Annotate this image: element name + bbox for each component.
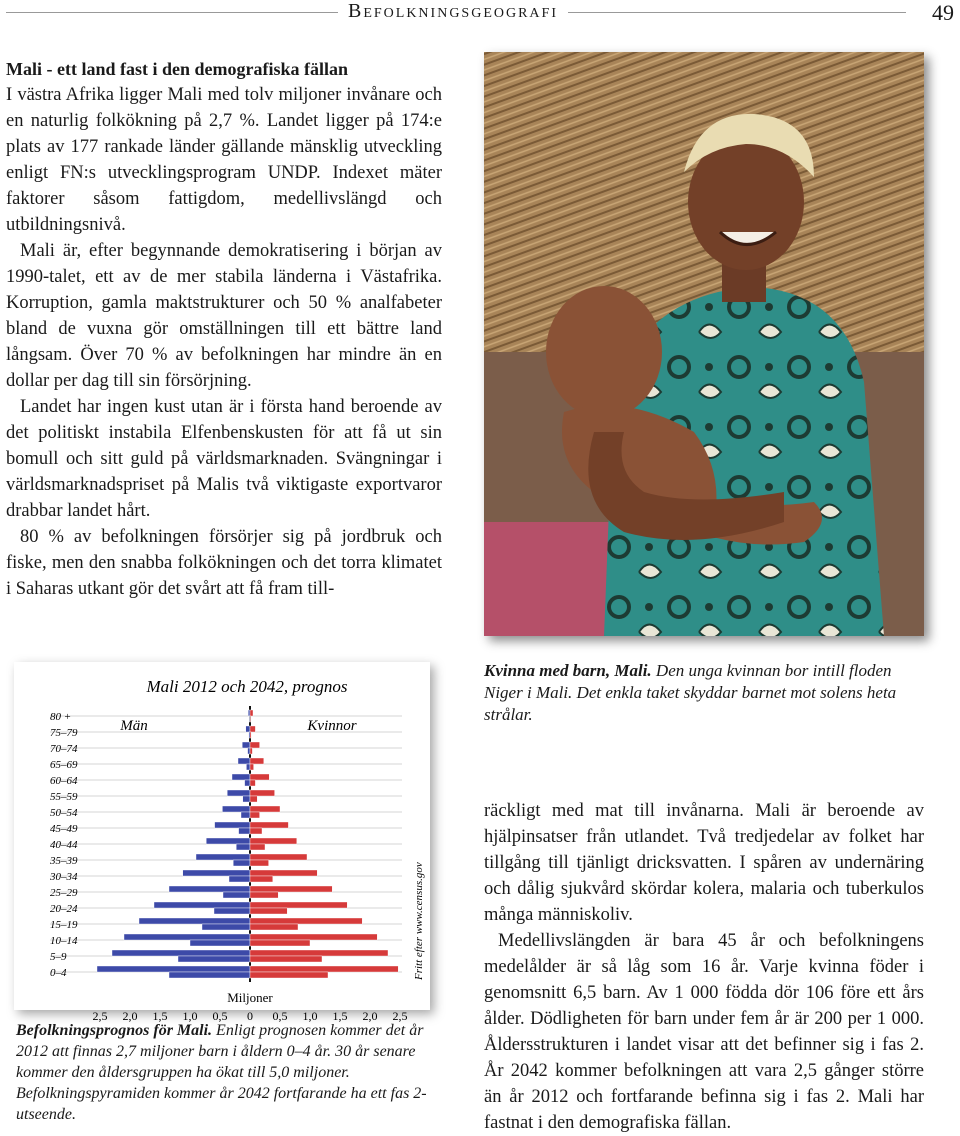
male-bar-2012 [178, 956, 250, 962]
chart-caption-bold: Befolkningsprognos för Mali. [16, 1022, 213, 1039]
female-bar-2012 [250, 908, 287, 914]
x-tick-label: 1,0 [302, 1009, 318, 1023]
female-bar-2012 [250, 892, 278, 898]
male-bar-2042 [206, 838, 250, 844]
x-tick-label: 1,5 [152, 1009, 168, 1023]
age-group-label: 10–14 [50, 935, 78, 947]
female-bar-2042 [250, 886, 332, 892]
age-group-label: 35–39 [50, 855, 78, 867]
female-bar-2042 [250, 934, 377, 940]
female-bar-2042 [250, 822, 288, 828]
female-bar-2042 [250, 758, 264, 764]
male-bar-2012 [241, 812, 250, 818]
male-bar-2042 [196, 854, 250, 860]
chart-caption [16, 1020, 432, 1125]
female-bar-2042 [250, 902, 347, 908]
male-bar-2042 [124, 934, 250, 940]
male-bar-2042 [169, 886, 250, 892]
female-bar-2012 [250, 716, 251, 722]
age-group-label: 70–74 [50, 743, 78, 755]
male-bar-2012 [243, 796, 250, 802]
paragraph: Mali är, efter begynnande demokratisering i början av 1990-talet, ett av de mer stabila länderna i Västafrika. Korruption, gamla maktstrukturer och 50 % analfabeter bland de vuxna gör omställningen till ett bättre land långsam. Över 70 % av befolkningen har mindre än en dollar per dag till sin försörjning. [6, 241, 442, 391]
male-bar-2042 [215, 822, 250, 828]
female-bar-2042 [250, 870, 317, 876]
male-bar-2042 [183, 870, 250, 876]
source-note: Fritt efter www.census.gov [413, 862, 425, 980]
pyramid-svg [14, 662, 430, 1023]
x-tick-label: 2,0 [122, 1009, 138, 1023]
female-bar-2042 [250, 806, 280, 812]
paragraph: I västra Afrika ligger Mali med tolv miljoner invånare och en naturlig folkökning på 2,7 %. Landet ligger på 174:e plats av 177 rankade länder gällande mänsklig utveckling enligt FN:s utvecklingsprogram UNDP. Indexet mäter faktorer såsom fattigdom, medellivslängd och utbildningsnivå. [6, 85, 442, 235]
age-group-label: 25–29 [50, 887, 78, 899]
age-group-label: 40–44 [50, 839, 78, 851]
age-group-label: 60–64 [50, 775, 78, 787]
x-tick-label: 1,0 [182, 1009, 198, 1023]
female-bar-2042 [250, 710, 253, 716]
female-bar-2012 [250, 828, 262, 834]
female-label: Kvinnor [307, 718, 357, 734]
age-group-label: 45–49 [50, 823, 78, 835]
chart-title: Mali 2012 och 2042, prognos [146, 677, 348, 696]
male-bar-2042 [238, 758, 250, 764]
female-bar-2042 [250, 726, 255, 732]
paragraph: Medellivslängden är bara 45 år och befolkningens medelålder är så låg som 16 år. Varje kvinna föder i genomsnitt 6,5 barn. Av 1 000 födda dör 106 före ett års ålder. Dödligheten för barn under fem år är 200 per 1 000. Åldersstrukturen i landet visar att det befinner sig i fas 2. År 2042 kommer befolkningen att vara 2,5 gånger större än år 2012 och fortfarande befinna sig i fas 2. Mali har fastnat i den demografiska fällan. [484, 931, 924, 1133]
photo-caption-bold: Kvinna med barn, Mali. [484, 661, 652, 680]
age-group-label: 20–24 [50, 903, 78, 915]
age-group-label: 75–79 [50, 727, 78, 739]
female-bar-2042 [250, 774, 269, 780]
male-bar-2042 [112, 950, 250, 956]
female-bar-2042 [250, 838, 297, 844]
age-group-label: 30–34 [50, 871, 78, 883]
male-bar-2042 [227, 790, 250, 796]
running-title: Befolkningsgeografi [0, 0, 906, 23]
male-bar-2042 [246, 726, 250, 732]
x-tick-label: 2,5 [392, 1009, 408, 1023]
male-bar-2012 [223, 892, 250, 898]
male-bar-2012 [169, 972, 250, 978]
x-tick-label: 0,5 [272, 1009, 288, 1023]
male-bar-2012 [248, 748, 250, 754]
age-group-label: 5–9 [50, 951, 67, 963]
male-bar-2012 [190, 940, 250, 946]
male-bar-2042 [232, 774, 250, 780]
female-bar-2012 [250, 748, 252, 754]
age-group-label: 15–19 [50, 919, 78, 931]
population-pyramid-chart [14, 662, 430, 1023]
female-bar-2042 [250, 950, 388, 956]
male-bar-2012 [229, 876, 250, 882]
female-bar-2012 [250, 940, 310, 946]
female-bar-2012 [250, 812, 260, 818]
age-group-label: 80 + [50, 711, 72, 723]
male-bar-2042 [154, 902, 250, 908]
woman-with-child-photo [484, 52, 924, 636]
x-tick-label: 2,0 [362, 1009, 378, 1023]
male-bar-2012 [233, 860, 250, 866]
male-label: Män [120, 718, 148, 734]
male-bar-2042 [242, 742, 250, 748]
chart-caption-text: Enligt prognosen kommer det år 2012 att finnas 2,7 miljoner barn i åldern 0–4 år. 30 år senare kommer den åldersgruppen ha ökat till 5,0 miljoner. Befolkningspyramiden kommer år 2042 fortfarande ha ett fas 2-utseende. [16, 1022, 427, 1123]
male-bar-2012 [214, 908, 250, 914]
page-number: 49 [932, 0, 954, 25]
female-bar-2042 [250, 918, 362, 924]
female-bar-2042 [250, 854, 307, 860]
male-bar-2042 [139, 918, 250, 924]
female-bar-2012 [250, 924, 298, 930]
x-tick-label: 2,5 [92, 1009, 108, 1023]
photo-caption-text: Den unga kvinnan bor intill floden Niger i Mali. Det enkla taket skyddar barnet mot solens heta strålar. [484, 661, 897, 724]
male-bar-2012 [202, 924, 250, 930]
female-bar-2042 [250, 742, 260, 748]
male-bar-2012 [239, 828, 250, 834]
female-bar-2012 [250, 876, 273, 882]
male-bar-2042 [222, 806, 250, 812]
female-bar-2042 [250, 966, 398, 972]
male-bar-2042 [248, 710, 250, 716]
paragraph: Landet har ingen kust utan är i första hand beroende av det politiskt instabila Elfenbenskusten för att få ut sin bomull och sitt guld på världsmarknaden. Svängningar i världsmarknadspriset på Malis två viktigaste exportvaror drabbar landet hårt. [6, 397, 442, 521]
paragraph: räckligt med mat till invånarna. Mali är beroende av hjälpinsatser från utlandet. Två tredjedelar av folket har tillgång till tjänligt dricksvatten. I spåren av undernäring och dålig sjukvård skördar kolera, malaria och tuberkulos många människoliv. [484, 801, 924, 925]
female-bar-2012 [250, 764, 254, 770]
female-bar-2012 [250, 860, 269, 866]
right-column [484, 798, 924, 1136]
female-bar-2042 [250, 790, 275, 796]
x-tick-label: 1,5 [332, 1009, 348, 1023]
age-group-label: 65–69 [50, 759, 78, 771]
female-bar-2012 [250, 972, 328, 978]
photo-illustration [484, 52, 924, 636]
female-bar-2012 [250, 956, 322, 962]
photo-caption [484, 660, 924, 726]
x-axis-label: Miljoner [227, 990, 273, 1005]
male-bar-2012 [236, 844, 250, 850]
male-bar-2012 [245, 780, 250, 786]
x-tick-label: 0 [247, 1009, 253, 1023]
female-bar-2012 [250, 844, 265, 850]
female-bar-2012 [250, 780, 255, 786]
female-bar-2012 [250, 796, 257, 802]
age-group-label: 55–59 [50, 791, 78, 803]
section-title: Mali - ett land fast i den demografiska fällan [6, 59, 348, 79]
male-bar-2042 [97, 966, 250, 972]
age-group-label: 0–4 [50, 967, 67, 979]
female-bar-2012 [250, 732, 251, 738]
paragraph: 80 % av befolkningen försörjer sig på jordbruk och fiske, men den snabba folkökningen och det torra klimatet i Saharas utkant gör det svårt att få fram till- [6, 527, 442, 599]
male-bar-2012 [246, 764, 250, 770]
age-group-label: 50–54 [50, 807, 78, 819]
x-tick-label: 0,5 [212, 1009, 228, 1023]
left-column [6, 56, 442, 602]
